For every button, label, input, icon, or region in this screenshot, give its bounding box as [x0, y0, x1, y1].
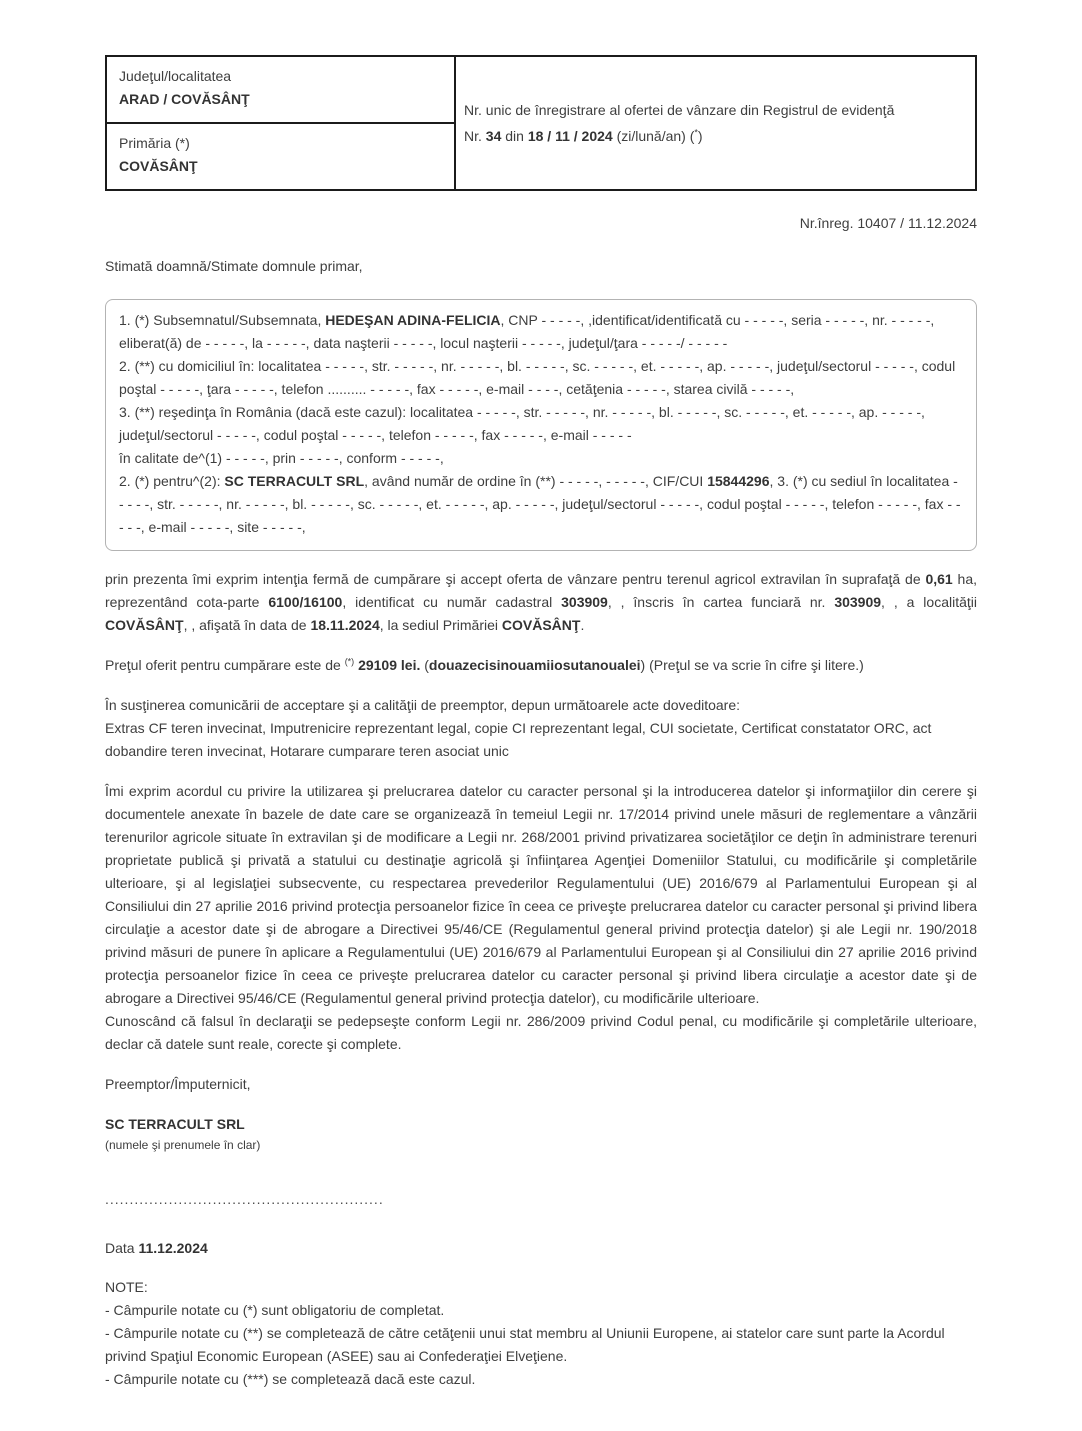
- internal-registration-line: Nr.înreg. 10407 / 11.12.2024: [799, 215, 977, 231]
- penal-declaration-paragraph: Cunoscând că falsul în declaraţii se pedepseşte conform Legii nr. 286/2009 privind Codul penal, cu modificările şi completările ulterioare, declar că datele sunt reale, corecte şi complete.: [105, 1013, 977, 1052]
- declaration-box: [105, 299, 977, 551]
- notes-section: [105, 1276, 977, 1391]
- county-label: Judeţul/localitatea: [119, 68, 232, 84]
- registry-number-line: Nr. 34 din 18 / 11 / 2024 (zi/lună/an) (*): [464, 126, 703, 144]
- acceptance-paragraph: prin prezenta îmi exprim intenţia fermă de cumpărare şi accept oferta de vânzare pentru terenul agricol extravilan în suprafaţă de 0,61 ha, reprezentând cota-parte 6100/16100, identificat cu număr cadastral 303909, , înscris în cartea funciară nr. 303909, , a localităţii COVĂSÂNŢ, , afişată în data de 18.11.2024, la sediul Primăriei COVĂSÂNŢ.: [105, 571, 978, 633]
- documents-intro: În susţinerea comunicării de acceptare şi a calităţii de preemptor, depun următoarele acte doveditoare:: [105, 697, 741, 713]
- salutation: Stimată doamnă/Stimate domnule primar,: [105, 258, 363, 274]
- header-table: [105, 55, 977, 191]
- header-left-column: [107, 57, 456, 189]
- documents-list: Extras CF teren invecinat, Imputrenicire reprezentant legal, copie CI reprezentant legal, CUI societate, Certificat constatator ORC, act dobandire teren invecinat, Hotarare cumparare teren asociat unic: [105, 720, 932, 759]
- declarant-paragraph: 1. (*) Subsemnatul/Subsemnata, HEDEŞAN ADINA-FELICIA, CNP - - - - -, ,identificat/identificată cu - - - - -, seria - - - - -, nr. - - - - -, eliberat(ă) de - - - - -, la - - - - -, data naşterii - - - - -, locul naşterii - - - - -, judeţul/ţara - - - - -/ - - - - -: [119, 312, 935, 351]
- gdpr-block: [105, 780, 977, 1056]
- cityhall-value: COVĂSÂNŢ: [119, 158, 198, 174]
- registry-cell: [456, 57, 975, 189]
- note-item: - Câmpurile notate cu (*) sunt obligatoriu de completat.: [105, 1302, 445, 1318]
- county-cell: [107, 57, 454, 122]
- documents-paragraph: [105, 694, 977, 763]
- cityhall-cell: [107, 122, 454, 189]
- signature-role: Preemptor/Împuternicit,: [105, 1076, 251, 1092]
- cityhall-label: Primăria (*): [119, 135, 190, 151]
- signatory-hint: (numele şi prenumele în clar): [105, 1138, 261, 1152]
- price-paragraph: Preţul oferit pentru cumpărare este de (*) 29109 lei. (douazecisinouamiiosutanoualei) (Preţul se va scrie în cifre şi litere.): [105, 656, 864, 673]
- residence-paragraph: 3. (**) reşedinţa în România (dacă este cazul): localitatea - - - - -, str. - - - - -, nr. - - - - -, bl. - - - - -, sc. - - - - -, et. - - - - -, ap. - - - - -, judeţul/sectorul - - - - -, codul poştal - - - - -, telefon - - - - -, fax - - - - -, e-mail - - - - -: [119, 404, 925, 443]
- note-item: - Câmpurile notate cu (***) se completează dacă este cazul.: [105, 1371, 476, 1387]
- signature-dotted-line: .........................................................: [105, 1191, 384, 1207]
- county-value: ARAD / COVĂSÂNŢ: [119, 91, 250, 107]
- signatory-name: SC TERRACULT SRL: [105, 1116, 245, 1132]
- domicile-paragraph: 2. (**) cu domiciliul în: localitatea - - - - -, str. - - - - -, nr. - - - - -, bl. - - - - -, sc. - - - - -, et. - - - - -, ap. - - - - -, judeţul/sectorul - - - - -, codul poştal - - - - -, ţara - - - - -, telefon .......... - - - - -, fax - - - - -, e-mail - - - -, cetăţenia - - - - -, starea civilă - - - - -,: [119, 358, 956, 397]
- registry-title: Nr. unic de înregistrare al ofertei de vânzare din Registrul de evidenţă: [464, 101, 895, 118]
- gdpr-consent-paragraph: Îmi exprim acordul cu privire la utilizarea şi prelucrarea datelor cu caracter personal şi la introducerea datelor şi informaţiilor din cerere şi documentele anexate în bazele de date care se organizează în temeiul Legii nr. 17/2014 privind unele măsuri de reglementare a vânzării terenurilor agricole situate în extravilan şi de modificare a Legii nr. 268/2001 privind privatizarea societăţilor ce deţin în administrare terenuri proprietate publică şi privată a statului cu destinaţie agricolă şi înfiinţarea Agenţiei Domeniilor Statului, cu modificările şi completările ulterioare, şi al legislaţiei subsecvente, cu respectarea prevederilor Regulamentului (UE) 2016/679 al Parlamentului European şi al Consiliului din 27 aprilie 2016 privind protecţia persoanelor fizice în ceea ce priveşte prelucrarea datelor cu caracter personal şi privind libera circulaţie a acestor date şi de abrogare a Directivei 95/46/CE (Regulamentul general privind protecţia datelor) şi ale Legii nr. 190/2018 privind măsuri de punere în aplicare a Regulamentului (UE) 2016/679 al Parlamentului European şi al Consiliului din 27 aprilie 2016 privind protecţia persoanelor fizice în ceea ce priveşte prelucrarea datelor cu caracter personal şi privind libera circulaţie a acestor date şi de abrogare a Directivei 95/46/CE (Regulamentul general privind protecţia datelor), cu modificările ulterioare.: [105, 783, 977, 1006]
- notes-title: NOTE:: [105, 1279, 148, 1295]
- company-paragraph: 2. (*) pentru^(2): SC TERRACULT SRL, având număr de ordine în (**) - - - - -, - - - - -, CIF/CUI 15844296, 3. (*) cu sediul în localitatea - - - - -, str. - - - - -, nr. - - - - -, bl. - - - - -, sc. - - - - -, et. - - - - -, ap. - - - - -, judeţul/sectorul - - - - -, codul poştal - - - - -, telefon - - - - -, fax - - - - -, e-mail - - - - -, site - - - - -,: [119, 473, 961, 535]
- capacity-paragraph: în calitate de^(1) - - - - -, prin - - - - -, conform - - - - -,: [119, 450, 444, 466]
- date-line: Data 11.12.2024: [105, 1240, 208, 1256]
- note-item: - Câmpurile notate cu (**) se completează de către cetăţenii unui stat membru al Uniunii Europene, ai statelor care sunt parte la Acordul privind Spaţiul Economic European (ASEE) sau ai Confederaţiei Elveţiene.: [105, 1325, 945, 1364]
